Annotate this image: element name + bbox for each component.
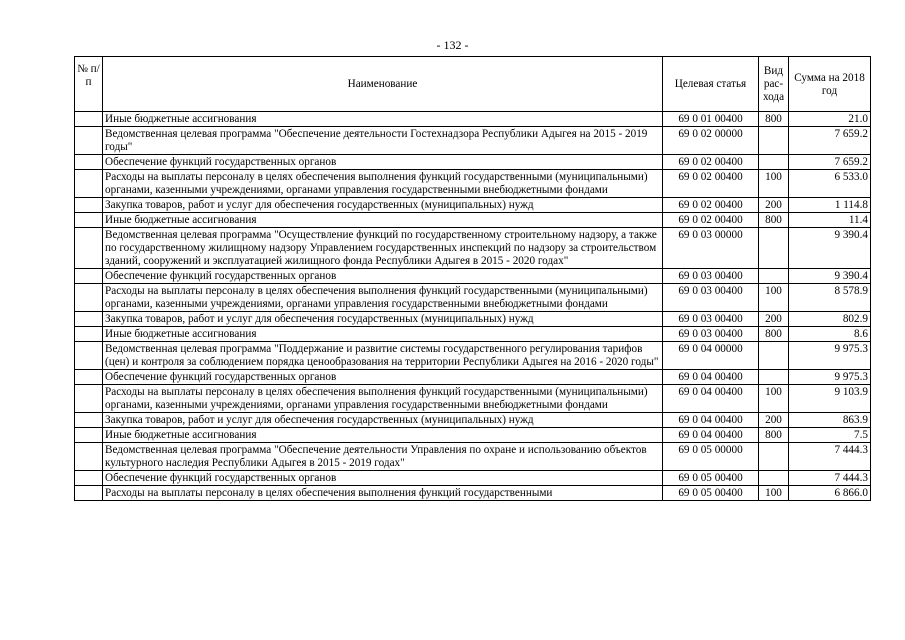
cell-num: [75, 327, 103, 342]
cell-name: Закупка товаров, работ и услуг для обеспечения государственных (муниципальных) нужд: [103, 312, 663, 327]
cell-kind: 800: [759, 112, 789, 127]
header-num: № п/п: [75, 57, 103, 112]
table-row: [75, 471, 871, 486]
cell-sum: 9 975.3: [789, 370, 871, 385]
table-row: [75, 327, 871, 342]
cell-name: Ведомственная целевая программа "Осуществление функций по государственному строительному надзору, а также по государственному жилищному надзору Управлением государственных инспекций по надзору за строительством зданий, сооружений и эксплуатацией жилищного фонда Республики Адыгея в 2015 - 2020 годах": [103, 228, 663, 269]
budget-table: [74, 56, 871, 501]
cell-sum: 7 659.2: [789, 155, 871, 170]
cell-code: 69 0 04 00400: [663, 370, 759, 385]
cell-sum: 7 659.2: [789, 127, 871, 155]
table-row: [75, 385, 871, 413]
cell-num: [75, 342, 103, 370]
table-row: [75, 269, 871, 284]
cell-kind: 100: [759, 385, 789, 413]
cell-kind: [759, 127, 789, 155]
cell-kind: [759, 228, 789, 269]
cell-code: 69 0 02 00000: [663, 127, 759, 155]
cell-num: [75, 170, 103, 198]
cell-code: 69 0 05 00400: [663, 486, 759, 501]
table-row: [75, 284, 871, 312]
cell-name: Обеспечение функций государственных органов: [103, 269, 663, 284]
cell-code: 69 0 02 00400: [663, 198, 759, 213]
page-number: - 132 -: [436, 38, 469, 52]
cell-name: Иные бюджетные ассигнования: [103, 112, 663, 127]
cell-num: [75, 127, 103, 155]
table-row: [75, 342, 871, 370]
table-body: [75, 112, 871, 501]
cell-kind: [759, 269, 789, 284]
cell-num: [75, 213, 103, 228]
table-row: [75, 413, 871, 428]
cell-name: Обеспечение функций государственных органов: [103, 471, 663, 486]
cell-sum: 8 578.9: [789, 284, 871, 312]
cell-code: 69 0 03 00000: [663, 228, 759, 269]
cell-num: [75, 385, 103, 413]
header-kind: Вид рас-хода: [759, 57, 789, 112]
cell-num: [75, 155, 103, 170]
cell-sum: 7.5: [789, 428, 871, 443]
cell-name: Расходы на выплаты персоналу в целях обеспечения выполнения функций государственными (муниципальными) органами, казенными учреждениями, органами управления государственными внебюджетными фондами: [103, 170, 663, 198]
cell-sum: 6 533.0: [789, 170, 871, 198]
cell-name: Ведомственная целевая программа "Обеспечение деятельности Управления по охране и использованию объектов культурного наследия Республики Адыгея в 2015 - 2019 годах": [103, 443, 663, 471]
cell-num: [75, 269, 103, 284]
cell-name: Ведомственная целевая программа "Поддержание и развитие системы государственного регулирования тарифов (цен) и контроля за соблюдением порядка ценообразования на территории Республики Адыгея на 2016 - 2020 годы": [103, 342, 663, 370]
cell-name: Закупка товаров, работ и услуг для обеспечения государственных (муниципальных) нужд: [103, 413, 663, 428]
cell-code: 69 0 03 00400: [663, 269, 759, 284]
cell-name: Расходы на выплаты персоналу в целях обеспечения выполнения функций государственными (муниципальными) органами, казенными учреждениями, органами управления государственными внебюджетными фондами: [103, 284, 663, 312]
cell-code: 69 0 04 00400: [663, 428, 759, 443]
cell-code: 69 0 01 00400: [663, 112, 759, 127]
cell-kind: [759, 471, 789, 486]
cell-num: [75, 471, 103, 486]
cell-sum: 802.9: [789, 312, 871, 327]
cell-kind: 100: [759, 486, 789, 501]
cell-code: 69 0 02 00400: [663, 213, 759, 228]
cell-kind: 200: [759, 312, 789, 327]
cell-code: 69 0 02 00400: [663, 170, 759, 198]
cell-sum: 11.4: [789, 213, 871, 228]
table-row: [75, 443, 871, 471]
table-row: [75, 112, 871, 127]
cell-name: Расходы на выплаты персоналу в целях обеспечения выполнения функций государственными: [103, 486, 663, 501]
cell-code: 69 0 04 00400: [663, 413, 759, 428]
cell-name: Иные бюджетные ассигнования: [103, 327, 663, 342]
cell-code: 69 0 04 00000: [663, 342, 759, 370]
cell-code: 69 0 04 00400: [663, 385, 759, 413]
cell-code: 69 0 05 00400: [663, 471, 759, 486]
cell-code: 69 0 05 00000: [663, 443, 759, 471]
cell-name: Закупка товаров, работ и услуг для обеспечения государственных (муниципальных) нужд: [103, 198, 663, 213]
cell-kind: 800: [759, 428, 789, 443]
cell-sum: 1 114.8: [789, 198, 871, 213]
cell-sum: 9 975.3: [789, 342, 871, 370]
table-row: [75, 312, 871, 327]
cell-name: Ведомственная целевая программа "Обеспечение деятельности Гостехнадзора Республики Адыгея на 2015 - 2019 годы": [103, 127, 663, 155]
cell-sum: 863.9: [789, 413, 871, 428]
cell-sum: 9 103.9: [789, 385, 871, 413]
cell-kind: 100: [759, 170, 789, 198]
cell-sum: 7 444.3: [789, 471, 871, 486]
cell-sum: 9 390.4: [789, 269, 871, 284]
cell-sum: 6 866.0: [789, 486, 871, 501]
cell-kind: [759, 342, 789, 370]
cell-kind: 800: [759, 327, 789, 342]
cell-num: [75, 112, 103, 127]
table-row: [75, 213, 871, 228]
cell-kind: 100: [759, 284, 789, 312]
table-row: [75, 127, 871, 155]
cell-name: Обеспечение функций государственных органов: [103, 155, 663, 170]
cell-num: [75, 486, 103, 501]
table-header-row: [75, 57, 871, 112]
cell-code: 69 0 03 00400: [663, 284, 759, 312]
table-row: [75, 370, 871, 385]
cell-sum: 8.6: [789, 327, 871, 342]
cell-num: [75, 228, 103, 269]
table-row: [75, 486, 871, 501]
cell-num: [75, 312, 103, 327]
table-row: [75, 155, 871, 170]
cell-num: [75, 428, 103, 443]
table-row: [75, 198, 871, 213]
header-sum: Сумма на 2018 год: [789, 57, 871, 112]
cell-kind: [759, 443, 789, 471]
table-row: [75, 428, 871, 443]
cell-kind: 800: [759, 213, 789, 228]
cell-name: Иные бюджетные ассигнования: [103, 213, 663, 228]
cell-kind: [759, 155, 789, 170]
table-row: [75, 228, 871, 269]
cell-num: [75, 198, 103, 213]
cell-sum: 7 444.3: [789, 443, 871, 471]
cell-num: [75, 443, 103, 471]
cell-sum: 21.0: [789, 112, 871, 127]
cell-code: 69 0 03 00400: [663, 312, 759, 327]
header-code: Целевая статья: [663, 57, 759, 112]
cell-num: [75, 284, 103, 312]
cell-num: [75, 370, 103, 385]
table-row: [75, 170, 871, 198]
cell-name: Обеспечение функций государственных органов: [103, 370, 663, 385]
cell-kind: [759, 370, 789, 385]
cell-kind: 200: [759, 198, 789, 213]
cell-code: 69 0 03 00400: [663, 327, 759, 342]
cell-kind: 200: [759, 413, 789, 428]
cell-name: Расходы на выплаты персоналу в целях обеспечения выполнения функций государственными (муниципальными) органами, казенными учреждениями, органами управления государственными внебюджетными фондами: [103, 385, 663, 413]
header-name: Наименование: [103, 57, 663, 112]
cell-sum: 9 390.4: [789, 228, 871, 269]
cell-num: [75, 413, 103, 428]
cell-code: 69 0 02 00400: [663, 155, 759, 170]
cell-name: Иные бюджетные ассигнования: [103, 428, 663, 443]
